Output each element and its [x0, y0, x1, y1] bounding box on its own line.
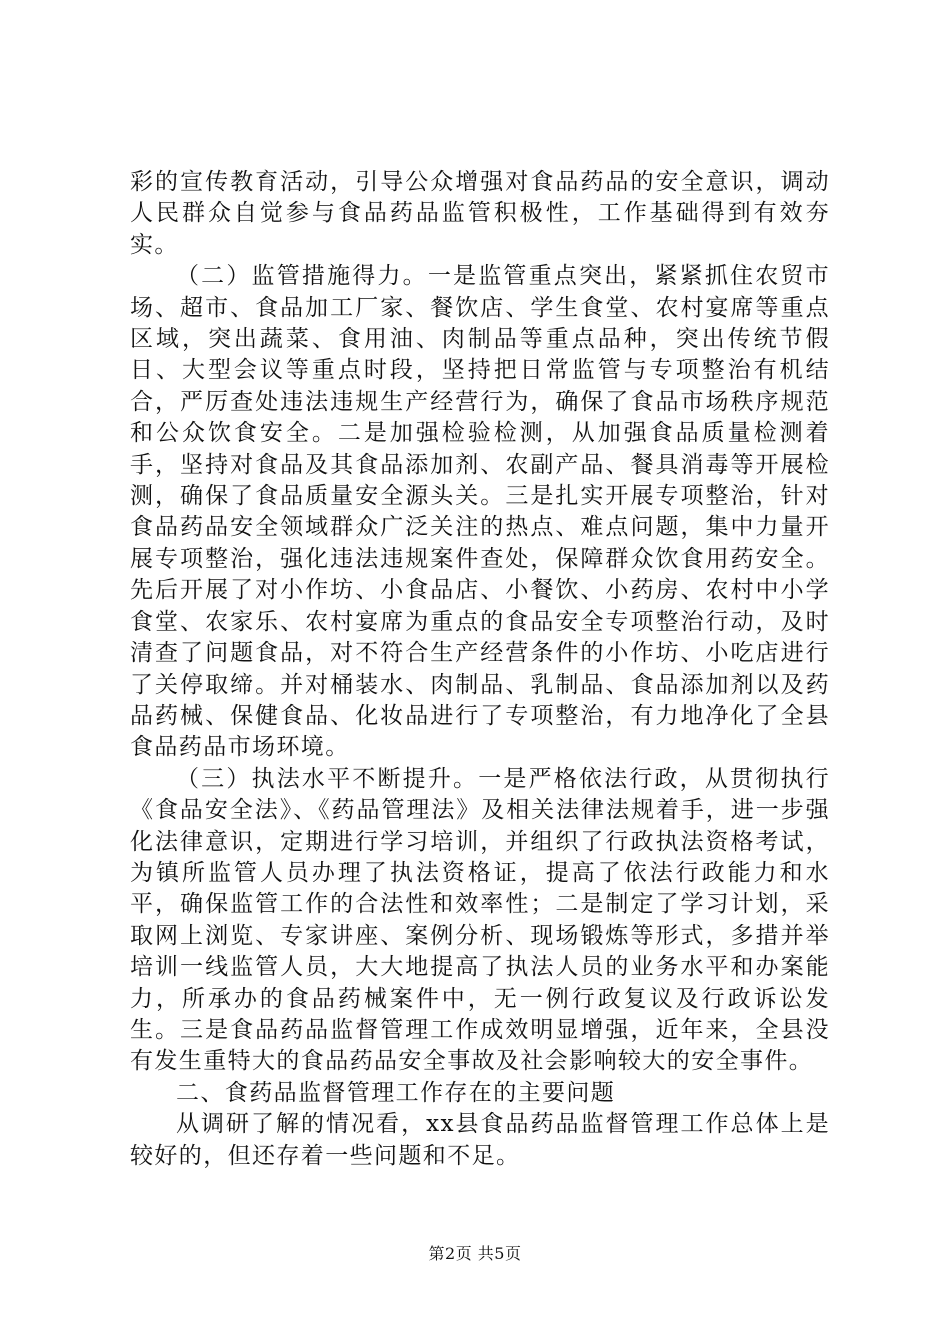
- document-body: [130, 167, 830, 1172]
- section-heading-main-problems: 二、食药品监督管理工作存在的主要问题: [176, 1079, 616, 1106]
- paragraph-survey-findings: 从调研了解的情况看，xx县食品药品监督管理工作总体上是较好的，但还存着一些问题和不足。: [130, 1111, 830, 1169]
- page-footer: 第2页 共5页: [428, 1244, 522, 1263]
- paragraph-law-enforcement: （三）执法水平不断提升。一是严格依法行政，从贯彻执行《食品安全法》、《药品管理法》及相关法律法规着手，进一步强化法律意识，定期进行学习培训，并组织了行政执法资格考试，为镇所监管人员办理了执法资格证，提高了依法行政能力和水平，确保监管工作的合法性和效率性；二是制定了学习计划，采取网上浏览、专家讲座、案例分析、现场锻炼等形式，多措并举培训一线监管人员，大大地提高了执法人员的业务水平和办案能力，所承办的食品药械案件中，无一例行政复议及行政诉讼发生。三是食品药品监督管理工作成效明显增强，近年来，全县没有发生重特大的食品药品安全事故及社会影响较大的安全事件。: [130, 765, 830, 1075]
- paragraph-continuation: 彩的宣传教育活动，引导公众增强对食品药品的安全意识，调动人民群众自觉参与食品药品监管积极性，工作基础得到有效夯实。: [130, 169, 830, 258]
- paragraph-supervision-measures: （二）监管措施得力。一是监管重点突出，紧紧抓住农贸市场、超市、食品加工厂家、餐饮店、学生食堂、农村宴席等重点区域，突出蔬菜、食用油、肉制品等重点品种，突出传统节假日、大型会议等重点时段，坚持把日常监管与专项整治有机结合，严厉查处违法违规生产经营行为，确保了食品市场秩序规范和公众饮食安全。二是加强检验检测，从加强食品质量检测着手，坚持对食品及其食品添加剂、农副产品、餐具消毒等开展检测，确保了食品质量安全源头关。三是扎实开展专项整治，针对食品药品安全领域群众广泛关注的热点、难点问题，集中力量开展专项整治，强化违法违规案件查处，保障群众饮食用药安全。先后开展了对小作坊、小食品店、小餐饮、小药房、农村中小学食堂、农家乐、农村宴席为重点的食品安全专项整治行动，及时清查了问题食品，对不符合生产经营条件的小作坊、小吃店进行了关停取缔。并对桶装水、肉制品、乳制品、食品添加剂以及药品药械、保健食品、化妆品进行了专项整治，有力地净化了全县食品药品市场环境。: [130, 263, 830, 761]
